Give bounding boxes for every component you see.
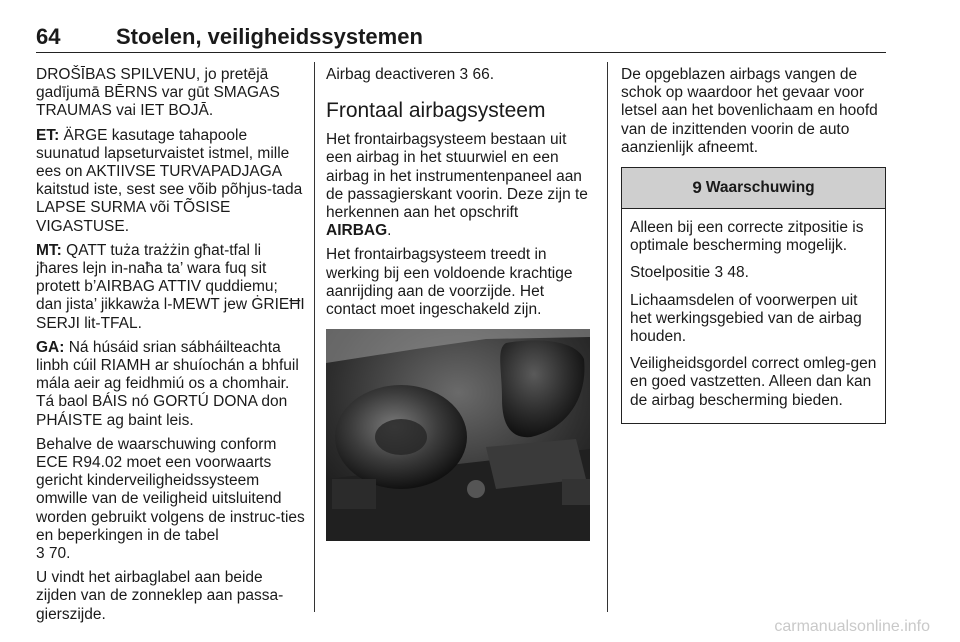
page-title: Stoelen, veiligheidssystemen <box>116 24 423 49</box>
gear-knob <box>467 480 485 498</box>
warning-body <box>622 209 885 423</box>
paragraph-ga-text: Ná húsáid srian sábháilteachta linbh cúil RIAMH ar shuíochán a bhfuil mála aeir ag feidhmiú os a chomhair. Tá baol BÁIS nó GORTÚ DONA don PHÁISTE ag baint leis. <box>36 338 299 429</box>
seat-position-reference[interactable]: Stoelpositie 3 48. <box>630 264 749 282</box>
period: . <box>387 222 392 240</box>
paragraph-ece-text: Behalve de waarschuwing conform ECE R94.02 moet een voorwaarts gericht kinderveiligheidssysteem omwille van de veiligheid uitsluitend worden gebruikt volgens de instruc-ties en beperkingen in de tabel <box>36 435 305 544</box>
column-divider <box>314 62 315 612</box>
paragraph-inflated-airbags: De opgeblazen airbags vangen de schok op waardoor het gevaar voor letsel aan het bovenlichaam en hoofd van de inzittenden voorin de auto aanzienlijk afneemt. <box>621 66 878 156</box>
watermark: carmanualsonline.info <box>774 618 930 635</box>
paragraph-ece <box>36 436 306 563</box>
paragraph-et-text: ÄRGE kasutage tahapoole suunatud lapseturvaistet istmel, mille ees on AKTIIVSE TURVAPADJAGA kaitstud iste, sest see võib põhjus-tada LAPSE SURMA või TÕSISE VIGASTUSE. <box>36 126 303 235</box>
airbag-illustration <box>326 329 590 541</box>
warning-paragraph: Veiligheidsgordel correct omleg-gen en goed vastzetten. Alleen dan kan de airbag bescherming bieden. <box>630 355 877 409</box>
lang-code-ga: GA: <box>36 338 65 356</box>
airbag-center <box>375 419 427 455</box>
warning-header <box>622 168 885 209</box>
section-heading: Frontaal airbagsysteem <box>326 99 546 123</box>
paragraph-front-airbag <box>326 131 594 240</box>
paragraph-mt-text: QATT tuża trażżin għat-tfal li jħares lejn in-naħa ta’ wara fuq sit protett b’AIRBAG ATTIV quddiemu; dan jista’ jikkawża l-MEWT jew ĠRIEĦI SERJI lit-TFAL. <box>36 241 305 332</box>
deactivate-reference[interactable]: Airbag deactiveren 3 66. <box>326 66 495 83</box>
paragraph-activation: Het frontairbagsysteem treedt in werking bij een voldoende krachtige aanrijding aan de voorzijde. Het contact moet ingeschakeld zijn. <box>326 246 573 319</box>
airbag-photo <box>326 329 590 541</box>
column-right <box>621 66 886 424</box>
table-reference-link[interactable]: 3 70. <box>36 545 71 563</box>
warning-paragraph: Lichaamsdelen of voorwerpen uit het werkingsgebied van de airbag houden. <box>630 291 862 346</box>
warning-icon: 9 <box>692 177 702 197</box>
page-number: 64 <box>36 24 61 49</box>
paragraph-front-airbag-text: Het frontairbagsysteem bestaan uit een airbag in het stuurwiel en een airbag in het instrumentenpaneel aan de passagierskant voorin. Deze zijn te herkennen aan het opschrift <box>326 131 588 222</box>
warning-paragraph: Alleen bij een correcte zitpositie is optimale bescherming mogelijk. <box>630 219 864 255</box>
paragraph-mt <box>36 242 306 333</box>
door-panel <box>332 479 376 509</box>
lang-code-et: ET: <box>36 126 60 144</box>
column-divider <box>607 62 608 612</box>
column-middle <box>326 66 594 541</box>
warning-title: Waarschuwing <box>705 178 815 196</box>
warning-box <box>621 167 886 424</box>
vent <box>562 479 590 505</box>
paragraph-et <box>36 127 306 236</box>
column-left <box>36 66 306 630</box>
page-header <box>36 10 886 53</box>
paragraph-ga <box>36 339 306 430</box>
lang-code-mt: MT: <box>36 241 62 259</box>
paragraph-lv: DROŠĪBAS SPILVENU, jo pretējā gadījumā BĒRNS var gūt SMAGAS TRAUMAS vai IET BOJĀ. <box>36 66 280 120</box>
airbag-label-text: AIRBAG <box>326 222 388 240</box>
paragraph-airbag-label: U vindt het airbaglabel aan beide zijden van de zonneklep aan passa-gierszijde. <box>36 569 284 623</box>
